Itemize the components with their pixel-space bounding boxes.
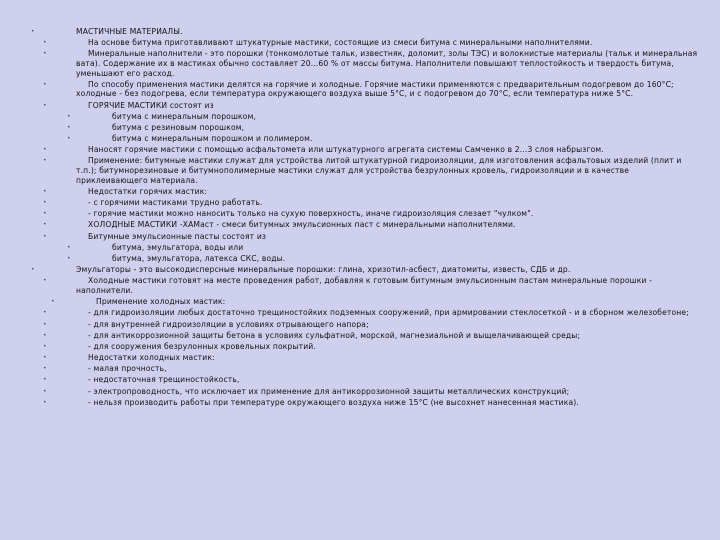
list-item: • Применение холодных мастик: <box>22 297 698 307</box>
list-item: • битума, эмульгатора, латекса СКС, воды. <box>22 254 698 264</box>
list-item: • - нельзя производить работы при температуре окружающего воздуха ниже 15°С (не высохнет нанесенная мастика). <box>22 398 698 408</box>
list-item: • битума, эмульгатора, воды или <box>22 243 698 253</box>
list-item: • битума с минеральным порошком, <box>22 112 698 122</box>
list-item: • - электропроводность, что исключает их применение для антикоррозионной защиты металлических конструкций; <box>22 387 698 397</box>
list-item: • Недостатки холодных мастик: <box>22 353 698 363</box>
list-item: • На основе битума приготавливают штукатурные мастики, состоящие из смеси битума с минеральными наполнителями. <box>22 38 698 48</box>
list-item: • Холодные мастики готовят на месте проведения работ, добавляя к готовым битумным эмульсионным пастам минеральные порошки - наполнители. <box>22 276 698 295</box>
list-item: • битума с минеральным порошком и полимером. <box>22 134 698 144</box>
list-item: • - горячие мастики можно наносить только на сухую поверхность, иначе гидроизоляция слезает "чулком". <box>22 209 698 219</box>
list-item: • Применение: битумные мастики служат для устройства литой штукатурной гидроизоляции, для изготовления асфальтовых изделий (плит и т.п.); битумнорезиновые и битумнополимерные мастики служат для устройства безрулонных кровель, гидроизоляции и в качестве приклеивающего материала. <box>22 156 698 185</box>
list-item: • Наносят горячие мастики с помощью асфальтомета или штукатурного агрегата системы Самченко в 2...3 слоя набрызгом. <box>22 145 698 155</box>
list-item: • - для гидроизоляции любых достаточно трещиностойких подземных сооружений, при армировании стеклосеткой - и в сборном железобетоне; <box>22 308 698 318</box>
list-item: • - с горячими мастиками трудно работать. <box>22 198 698 208</box>
list-item: • По способу применения мастики делятся на горячие и холодные. Горячие мастики применяются с предварительным подогревом до 160°С; холодные - без подогрева, если температура окружающего воздуха выше 5°С, и с подогревом до 70°С, если температура ниже 5°С. <box>22 80 698 99</box>
list-item: • Недостатки горячих мастик: <box>22 187 698 197</box>
list-item: • - для внутренней гидроизоляции в условиях отрывающего напора; <box>22 320 698 330</box>
list-item: • Минеральные наполнители - это порошки (тонкомолотые тальк, известняк, доломит, золы ТЭС) и волокнистые материалы (тальк и минеральная вата). Содержание их в мастиках обычно составляет 20...60 % от массы битума. Наполнители повышают теплостойкость и твердость битума, уменьшают его расход. <box>22 49 698 78</box>
list-item: • - недостаточная трещиностойкость, <box>22 375 698 385</box>
list-item: • - для антикоррозионной защиты бетона в условиях сульфатной, морской, магнезиальной и выщелачивающей среды; <box>22 331 698 341</box>
list-item: • МАСТИЧНЫЕ МАТЕРИАЛЫ. <box>22 27 698 37</box>
list-item: • битума с резиновым порошком, <box>22 123 698 133</box>
list-item: • ГОРЯЧИЕ МАСТИКИ состоят из <box>22 101 698 111</box>
list-item: • ХОЛОДНЫЕ МАСТИКИ -ХАМаст - смеси битумных эмульсионных паст с минеральными наполнителями. <box>22 220 698 230</box>
list-item: • Битумные эмульсионные пасты состоят из <box>22 232 698 242</box>
list-item: • - для сооружения безрулонных кровельных покрытий. <box>22 342 698 352</box>
list-item: • - малая прочность, <box>22 364 698 374</box>
list-item: • Эмульгаторы - это высокодисперсные минеральные порошки: глина, хризотил-асбест, диатомиты, известь, СДБ и др. <box>22 265 698 275</box>
bullet-list <box>22 27 698 409</box>
